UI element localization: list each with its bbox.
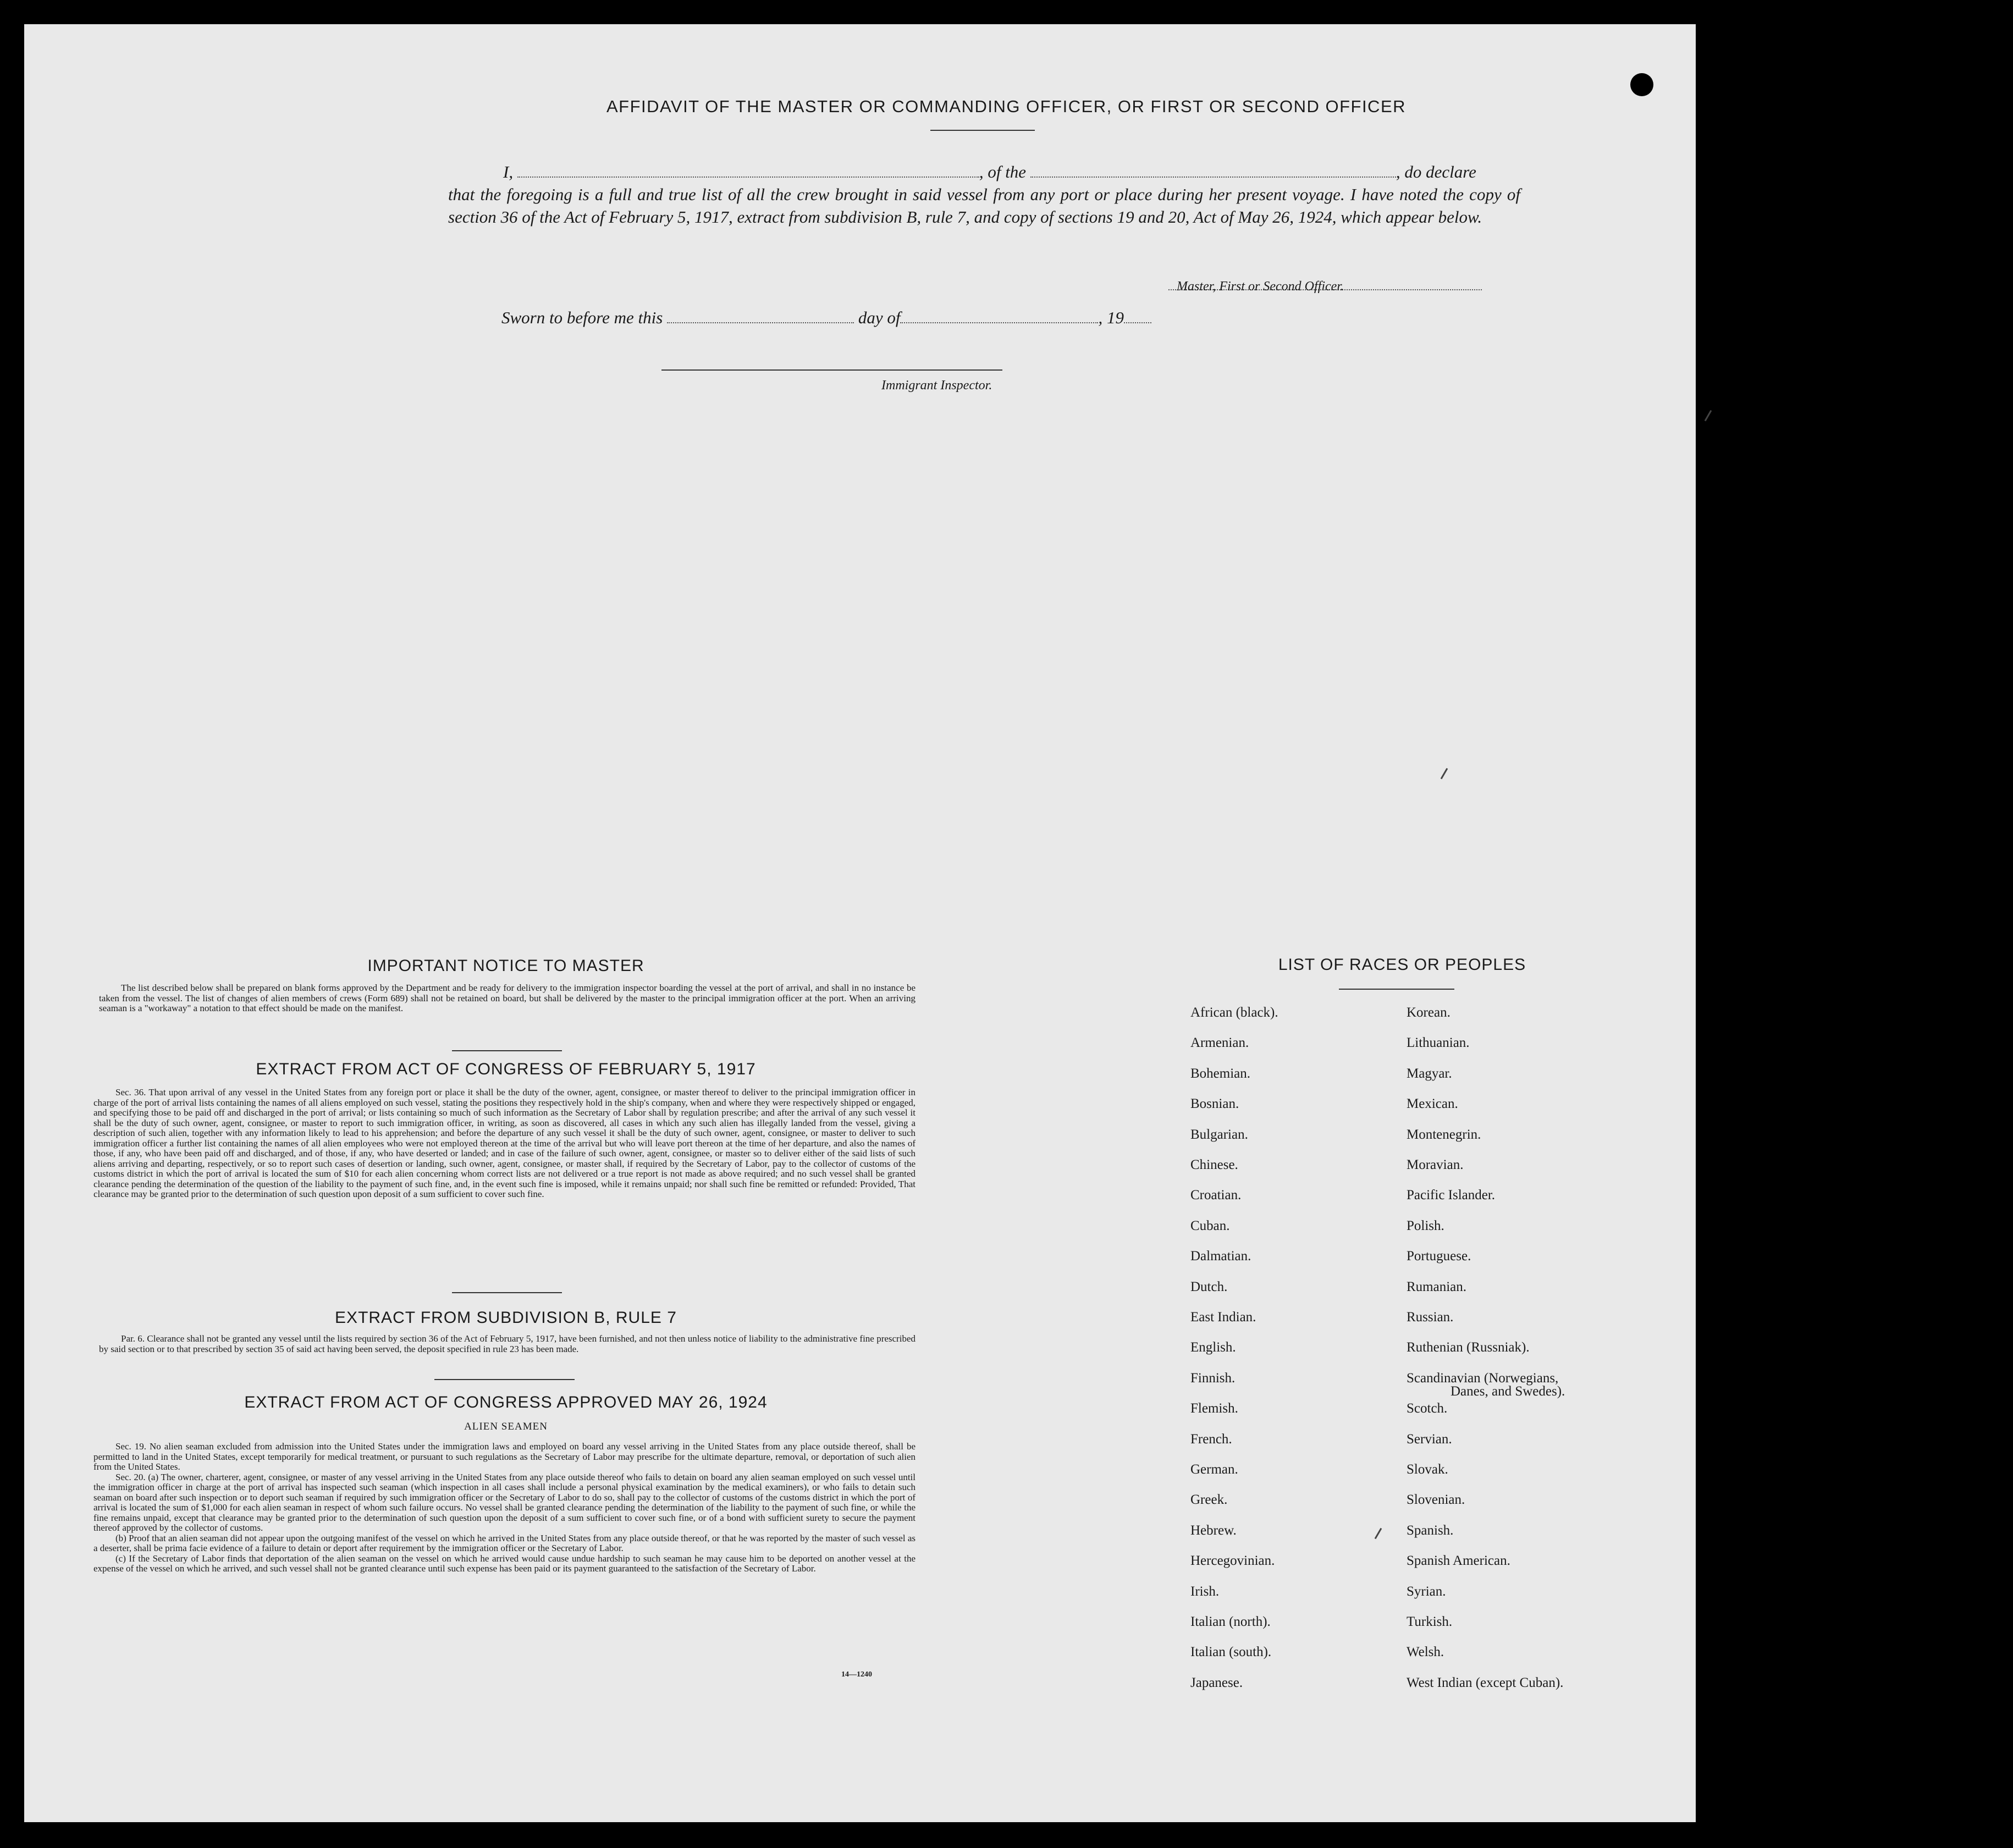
notice-text: The list described below shall be prepared on blank forms approved by the Department and be ready for delivery to the immigration inspector boarding the vessel at the port of arrival, and shall in no instance be taken from the vessel. The list of changes of alien members of crews (Form 689) shall not be retained on board, but shall be delivered by the master to the principal immigration officer at the port. When an arriving seaman is a "workaway" a notation to that effect should be made on the manifest. xyxy=(99,983,915,1013)
race-item: Bosnian. xyxy=(1190,1096,1239,1112)
race-item: Chinese. xyxy=(1190,1157,1238,1172)
race-item: Spanish. xyxy=(1407,1522,1454,1538)
races-title: LIST OF RACES OR PEOPLES xyxy=(1278,956,1526,974)
race-item: Greek. xyxy=(1190,1492,1228,1508)
race-item: Ruthenian (Russniak). xyxy=(1407,1340,1530,1355)
race-item: Croatian. xyxy=(1190,1188,1242,1203)
race-item: Scotch. xyxy=(1407,1401,1448,1416)
race-item: Portuguese. xyxy=(1407,1249,1471,1264)
punch-hole xyxy=(1895,1614,1918,1637)
punch-hole xyxy=(1895,1700,1918,1723)
declaration-body: that the foregoing is a full and true list of all the crew brought in said vessel from any port or place during her present voyage. I have noted the copy of section 36 of the Act of February 5, 1917, extract from subdivision B, rule 7, and copy of sections 19 and 20, Act of May 26, 1924, which appear below. xyxy=(448,185,1520,227)
inspector-label: Immigrant Inspector. xyxy=(881,378,992,393)
section-rule xyxy=(452,1292,562,1293)
sworn-line xyxy=(501,308,1151,328)
race-item: German. xyxy=(1190,1462,1238,1477)
race-item: Cuban. xyxy=(1190,1218,1230,1233)
punch-hole xyxy=(1630,73,1653,96)
race-item: Italian (south). xyxy=(1190,1645,1272,1660)
race-item: Slovenian. xyxy=(1407,1492,1465,1508)
race-item: Pacific Islander. xyxy=(1407,1188,1496,1203)
race-item: Moravian. xyxy=(1407,1157,1464,1172)
section-20b-paragraph: (b) Proof that an alien seaman did not appear upon the outgoing manifest of the vessel on which he arrived in the United States from any place outside thereof, or that he was reported by the master of such vessel as a deserter, shall be prima facie evidence of a failure to detain or deport after requirement by the immigration officer or the Secretary of Labor. xyxy=(93,1532,915,1553)
form-number: 14—1240 xyxy=(841,1670,872,1679)
race-item: Bohemian. xyxy=(1190,1066,1251,1081)
sworn-year-label: , 19 xyxy=(1098,308,1124,327)
section-20c-paragraph: (c) If the Secretary of Labor finds that deportation of the alien seaman on the vessel on which he arrived would cause undue hardship to such seaman he may cause him to be deported on another vessel at the expense of the vessel on which he arrived, and such vessel shall not be granted clearance until such expense has been paid or its payment guaranteed to the satisfaction of the Secretary of Labor. xyxy=(93,1553,915,1574)
race-item: Korean. xyxy=(1407,1005,1451,1020)
race-item: East Indian. xyxy=(1190,1310,1256,1325)
declaration-line xyxy=(448,161,1520,183)
section-rule xyxy=(434,1379,575,1380)
name-blank[interactable] xyxy=(517,163,979,178)
extract-1917-title: EXTRACT FROM ACT OF CONGRESS OF FEBRUARY 5, 1917 xyxy=(256,1060,756,1078)
race-item: Montenegrin. xyxy=(1407,1127,1481,1142)
section-20a-paragraph: Sec. 20. (a) The owner, charterer, agent, consignee, or master of any vessel arriving in the United States from any place outside thereof who fails to detain on board any alien seaman employed on such vessel until the immigration officer in charge at the port of arrival has inspected such seaman (which inspection in all cases shall include a personal physical examination by the medical examiners), or who fails to detain such seaman on board after such inspection or to deport such seaman if required by such immigration officer or the Secretary of Labor to do so, shall pay to the collector of customs of the customs district in which the port of arrival is located the sum of $1,000 for each alien seaman in respect of whom such failure occurs. No vessel shall be granted clearance pending the determination of the liability to the payment of such fine, or while the fine remains unpaid, except that clearance may be granted prior to the determination of such question upon the deposit of a sum sufficient to cover such fine, or of a bond with sufficient surety to secure the payment thereof approved by the collector of customs. xyxy=(93,1471,915,1533)
race-item: African (black). xyxy=(1190,1005,1278,1020)
race-item: Dutch. xyxy=(1190,1279,1228,1294)
sworn-day-blank[interactable] xyxy=(667,309,854,323)
sworn-year-blank[interactable] xyxy=(1124,309,1151,323)
vessel-blank[interactable] xyxy=(1030,163,1396,178)
race-item-continuation: Danes, and Swedes). xyxy=(1451,1383,1565,1399)
section-19-paragraph: Sec. 19. No alien seaman excluded from admission into the United States under the immigration laws and employed on board any vessel arriving in the United States from any place outside thereof, shall be permitted to land in the United States, except temporarily for medical treatment, or pursuant to such regulations as the Secretary of Labor may prescribe for the ultimate departure, removal, or deportation of such alien from the United States. xyxy=(93,1441,915,1472)
race-item: Finnish. xyxy=(1190,1370,1236,1386)
race-item: Irish. xyxy=(1190,1584,1220,1599)
race-item: Russian. xyxy=(1407,1310,1454,1325)
race-item: Dalmatian. xyxy=(1190,1249,1251,1264)
race-item: Scandinavian (Norwegians, xyxy=(1407,1370,1559,1386)
race-item: Turkish. xyxy=(1407,1614,1453,1629)
section-rule xyxy=(452,1050,562,1051)
extract-1924-title: EXTRACT FROM ACT OF CONGRESS APPROVED MAY 26, 1924 xyxy=(244,1393,768,1411)
inspector-signature-line xyxy=(661,369,1002,371)
affidavit-title: AFFIDAVIT OF THE MASTER OR COMMANDING OFFICER, OR FIRST OR SECOND OFFICER xyxy=(606,97,1407,116)
race-item: Magyar. xyxy=(1407,1066,1452,1081)
race-item: Hebrew. xyxy=(1190,1522,1237,1538)
race-item: Servian. xyxy=(1407,1431,1452,1447)
race-item: English. xyxy=(1190,1340,1236,1355)
sworn-start: Sworn to before me this xyxy=(501,308,663,327)
race-item: Rumanian. xyxy=(1407,1279,1467,1294)
declaration-mid: , of the xyxy=(979,162,1027,181)
declaration-start: I, xyxy=(503,162,514,181)
punch-hole xyxy=(1922,140,1938,170)
scan-mark xyxy=(1705,410,1712,422)
punch-hole xyxy=(1895,302,1918,326)
extract-1924-subtitle: ALIEN SEAMEN xyxy=(464,1421,548,1432)
race-item: Mexican. xyxy=(1407,1096,1458,1112)
sworn-day-label: day of xyxy=(858,308,901,327)
races-title-rule xyxy=(1339,989,1454,990)
race-item: Flemish. xyxy=(1190,1401,1238,1416)
race-item: Japanese. xyxy=(1190,1675,1243,1690)
race-item: Spanish American. xyxy=(1407,1553,1510,1569)
punch-hole xyxy=(1895,1263,1918,1286)
affidavit-statement xyxy=(448,161,1520,228)
race-item: Slovak. xyxy=(1407,1462,1448,1477)
notice-title: IMPORTANT NOTICE TO MASTER xyxy=(367,957,644,975)
race-item: Welsh. xyxy=(1407,1645,1444,1660)
title-rule xyxy=(930,130,1035,131)
race-item: French. xyxy=(1190,1431,1232,1447)
punch-hole xyxy=(1895,1177,1918,1200)
race-item: Polish. xyxy=(1407,1218,1444,1233)
race-item: Italian (north). xyxy=(1190,1614,1271,1629)
extract-1924-text xyxy=(93,1442,915,1574)
declaration-end: , do declare xyxy=(1396,162,1476,181)
extract-1917-text: Sec. 36. That upon arrival of any vessel in the United States from any foreign port or place it shall be the duty of the owner, agent, consignee, or master thereof to deliver to the principal immigration officer in charge of the port of arrival lists containing the names of all aliens employed on such vessel, stating the positions they respectively hold in the ship's company, when and where they were respectively shipped or engaged, and specifying those to be paid off and discharged in the port of arrival; or lists containing so much of such information as the Secretary of Labor shall by regulation prescribe; and after the arrival of any such vessel it shall be the duty of such owner, agent, consignee, or master to report to such immigration officer, in writing, as soon as discovered, all cases in which any such alien has illegally landed from the vessel, giving a description of such alien, together with any information likely to lead to his apprehension; and before the departure of any such vessel it shall be the duty of such owner, agent, consignee, or master to deliver to such immigration officer a further list containing the names of all alien employees who were not employed thereon at the time of the arrival but who will leave port thereon at the time of her departure, and also the names of those, if any, who have been paid off and discharged, and of those, if any, who have deserted or landed; and in case of the failure of such owner, agent, consignee, or master so to deliver either of the said lists of such aliens arriving and departing, respectively, or so to report such cases of desertion or landing, such owner, agent, consignee, or master shall, if required by the Secretary of Labor, pay to the collector of customs of the customs district in which the port of arrival is located the sum of $10 for each alien concerning whom correct lists are not delivered or a true report is not made as above required; and no such vessel shall be granted clearance pending the determination of the question of the liability to the payment of such fine, and, in the event such fine is imposed, while it remains unpaid; nor shall such fine be remitted or refunded: Provided, That clearance may be granted prior to the determination of such question upon deposit of a sum sufficient to cover such fine. xyxy=(93,1087,915,1199)
punch-hole xyxy=(1895,661,1918,684)
race-item: Bulgarian. xyxy=(1190,1127,1248,1142)
punch-hole xyxy=(1895,217,1918,240)
extract-rule7-title: EXTRACT FROM SUBDIVISION B, RULE 7 xyxy=(335,1309,677,1327)
race-item: Armenian. xyxy=(1190,1035,1249,1051)
sworn-month-blank[interactable] xyxy=(900,309,1098,323)
race-item: Syrian. xyxy=(1407,1584,1446,1599)
master-signature-label: Master, First or Second Officer. xyxy=(1177,279,1344,294)
race-item: Hercegovinian. xyxy=(1190,1553,1275,1569)
punch-hole xyxy=(1895,576,1918,599)
extract-rule7-text: Par. 6. Clearance shall not be granted any vessel until the lists required by section 36 of the Act of February 5, 1917, have been furnished, and not then unless notice of liability to the administrative fine prescribed by said section or to that prescribed by section 35 of said act having been served, the deposit specified in rule 23 has been made. xyxy=(99,1333,915,1354)
race-item: West Indian (except Cuban). xyxy=(1407,1675,1564,1690)
race-item: Lithuanian. xyxy=(1407,1035,1470,1051)
